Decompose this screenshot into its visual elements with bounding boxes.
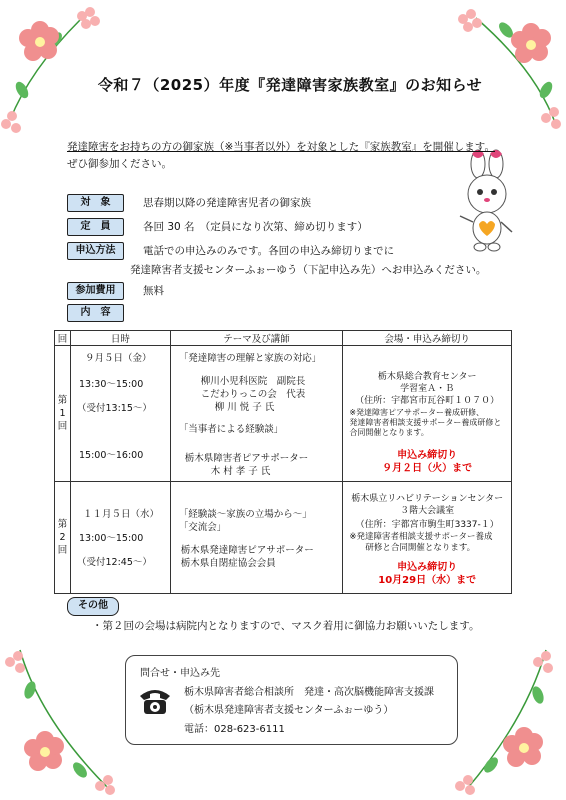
- label-content: 内 容: [67, 304, 124, 322]
- value-target: 思春期以降の発達障害児者の御家族: [143, 197, 311, 209]
- header-venue: 会場・申込み締切り: [343, 331, 512, 346]
- contact-center: （栃木県発達障害者支援センターふぉーゆう）: [184, 705, 394, 716]
- schedule-table: [54, 330, 512, 594]
- deadline-label: 申込み締切り: [397, 450, 458, 461]
- flower-vine-bottom-right-icon: [446, 640, 566, 800]
- deadline-date: ９月２日（火）まで: [382, 463, 473, 474]
- label-application: 申込方法: [67, 242, 124, 260]
- flower-vine-bottom-left-icon: [0, 640, 130, 800]
- label-target: 対 象: [67, 194, 124, 212]
- contact-heading: 問合せ・申込み先: [140, 668, 220, 679]
- label-fee: 参加費用: [67, 282, 124, 300]
- header-session: 回: [55, 331, 71, 346]
- other-text: ・第２回の会場は病院内となりますので、マスク着用に御協力お願いいたします。: [92, 620, 480, 632]
- flower-vine-top-left-icon: [0, 0, 110, 140]
- other-label: その他: [67, 597, 119, 616]
- session-number: 第 1 回: [55, 346, 71, 482]
- value-application-2: 発達障害者支援センターふぉーゆう（下記申込み先）へお申込みください。: [130, 264, 487, 276]
- contact-organization: 栃木県障害者総合相談所 発達・高次脳機能障害支援課: [184, 687, 434, 698]
- contact-box: [125, 655, 458, 745]
- session-theme: 「経験談～家族の立場から～」 「交流会」 栃木県発達障害ピアサポーター 栃木県自閉症協会会員: [170, 482, 343, 594]
- intro-line-2: ぜひ御参加ください。: [67, 158, 172, 170]
- value-application: 電話での申込みのみです。各回の申込み締切りまでに: [143, 245, 395, 257]
- session-venue: 栃木県総合教育センター 学習室Ａ・Ｂ （住所：宇都宮市瓦谷町１０７０） ※発達障害ピアサポーター養成研修、 発達障害者相談支援サポーター養成研修と 合同開催となります。 申込み締切り ９月２日（火）まで: [343, 346, 512, 482]
- value-capacity: 各回 30 名 （定員になり次第、締め切ります）: [143, 221, 368, 233]
- label-capacity: 定 員: [67, 218, 124, 236]
- session-number: 第 2 回: [55, 482, 71, 594]
- session-datetime: １１月５日（水） 13:00～15:00 （受付12:45～）: [70, 482, 170, 594]
- intro-text: [67, 139, 507, 173]
- page-title: 令和７（2025）年度『発達障害家族教室』のお知らせ: [97, 76, 483, 94]
- telephone-icon: [138, 686, 172, 716]
- session-venue: 栃木県立リハビリテーションセンター ３階大会議室 （住所：宇都宮市駒生町3337-１） ※発達障害者相談支援サポーター養成 研修と合同開催となります。 申込み締切り 10月29日（水）まで: [343, 482, 512, 594]
- table-row: [55, 346, 512, 482]
- header-theme: テーマ及び講師: [170, 331, 343, 346]
- session-theme: 「発達障害の理解と家族の対応」 柳川小児科医院 副院長 こだわりっこの会 代表 柳 川 悦 子 氏 「当事者による経験談」 栃木県障害者ピアサポーター 木 村 孝 子 氏: [170, 346, 343, 482]
- header-datetime: 日時: [70, 331, 170, 346]
- intro-line-1: 発達障害をお持ちの方の御家族（※当事者以外）を対象とした『家族教室』を開催します。: [67, 141, 495, 153]
- table-row: [55, 482, 512, 594]
- value-fee: 無料: [143, 285, 164, 297]
- session-datetime: ９月５日（金） 13:30～15:00 （受付13:15～） 15:00～16:00: [70, 346, 170, 482]
- flower-vine-top-right-icon: [436, 0, 566, 140]
- deadline-date: 10月29日（水）まで: [378, 575, 477, 586]
- table-header-row: [55, 331, 512, 346]
- contact-phone: 電話：028-623-6111: [184, 724, 285, 735]
- deadline-label: 申込み締切り: [397, 562, 458, 573]
